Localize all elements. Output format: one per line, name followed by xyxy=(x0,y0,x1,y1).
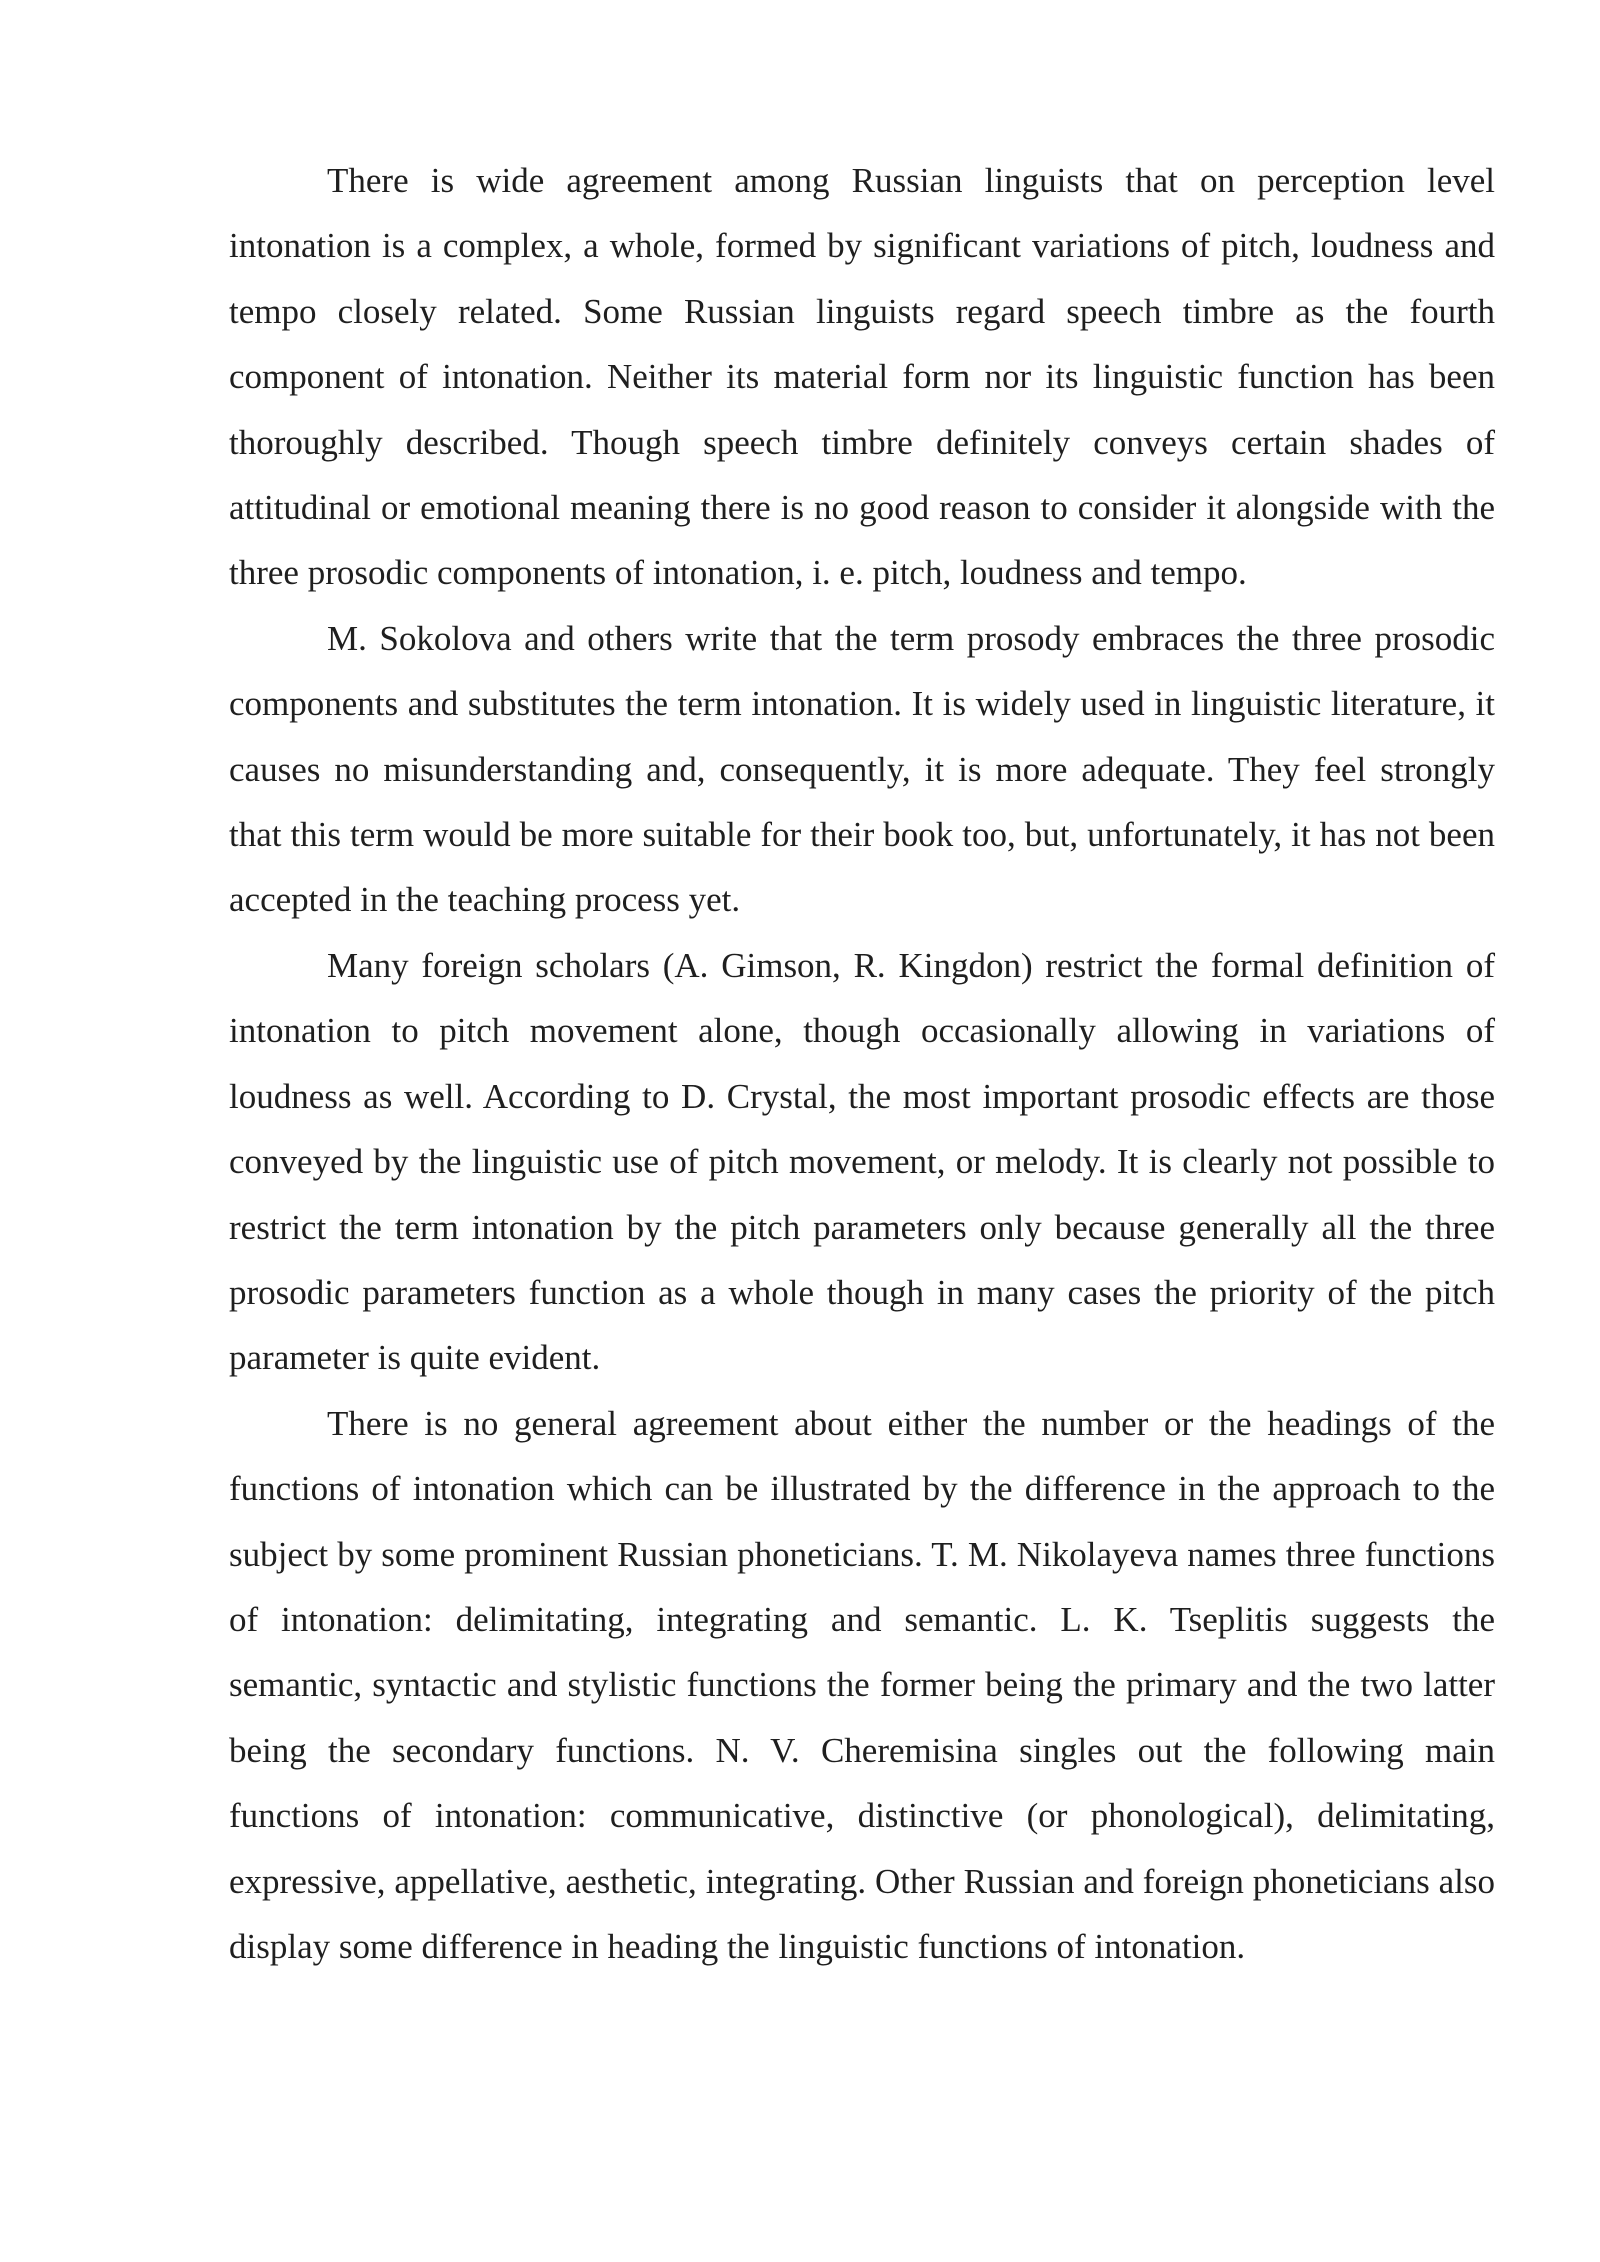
paragraph-functions-of-intonation: There is no general agreement about either the number or the headings of the functions of intonation which can be illustrated by the difference in the approach to the subject by some prominent Russian phoneticians. T. M. Nikolayeva names three functions of intonation: delimitating, integrating and semantic. L. K. Tseplitis suggests the semantic, syntactic and stylistic functions the former being the primary and the two latter being the secondary functions. N. V. Cheremisina singles out the following main functions of intonation: communicative, distinctive (or phonological), delimitating, expressive, appellative, aesthetic, integrating. Other Russian and foreign phoneticians also display some difference in heading the linguistic functions of intonation. xyxy=(229,1403,1495,1966)
paragraph-foreign-scholars: Many foreign scholars (A. Gimson, R. Kingdon) restrict the formal definition of intonation to pitch movement alone, though occasionally allowing in variations of loudness as well. According to D. Crystal, the most important prosodic effects are those conveyed by the linguistic use of pitch movement, or melody. It is clearly not possible to restrict the term intonation by the pitch parameters only because generally all the three prosodic parameters function as a whole though in many cases the priority of the pitch parameter is quite evident. xyxy=(229,945,1495,1378)
paragraph-intonation-components: There is wide agreement among Russian linguists that on perception level intonation is a complex, a whole, formed by significant variations of pitch, loudness and tempo closely related. Some Russian linguists regard speech timbre as the fourth component of intonation. Neither its material form nor its linguistic function has been thoroughly described. Though speech timbre definitely conveys certain shades of attitudinal or emotional meaning there is no good reason to consider it alongside with the three prosodic components of intonation, i. e. pitch, loudness and tempo. xyxy=(229,161,1495,593)
body-text xyxy=(229,148,1495,1979)
paragraph-prosody-term: M. Sokolova and others write that the term prosody embraces the three prosodic components and substitutes the term intonation. It is widely used in linguistic literature, it causes no misunderstanding and, consequently, it is more adequate. They feel strongly that this term would be more suitable for their book too, but, unfortunately, it has not been accepted in the teaching process yet. xyxy=(229,618,1495,920)
